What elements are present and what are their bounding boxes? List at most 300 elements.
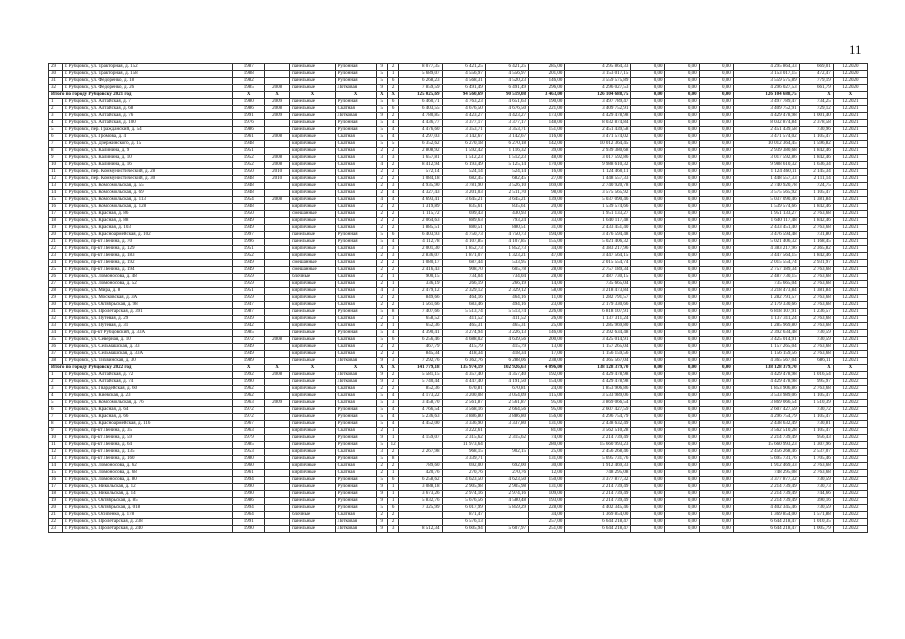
table-cell: кирпичные bbox=[290, 428, 336, 435]
table-cell: 3 869 066,54 bbox=[565, 400, 631, 407]
table-cell: 4 556,97 bbox=[485, 71, 528, 78]
table-cell: 3 bbox=[387, 246, 398, 253]
table-cell: 1 080,17 bbox=[399, 260, 442, 267]
table-cell: 2 763,68 bbox=[799, 386, 833, 393]
table-cell: 1 448 557,33 bbox=[733, 176, 799, 183]
table-cell: 0,00 bbox=[665, 316, 699, 323]
table-cell: 4 112,78 bbox=[399, 239, 442, 246]
table-cell: 2 479,12 bbox=[399, 288, 442, 295]
table-cell: панельные bbox=[290, 337, 336, 344]
table-cell: 12.2021 bbox=[833, 337, 867, 344]
table-cell: 1949 bbox=[233, 267, 265, 274]
table-cell: 1959 bbox=[233, 295, 265, 302]
table-cell: 4 365 567,04 bbox=[565, 358, 631, 365]
table-row bbox=[49, 246, 868, 253]
table-cell: 1972 bbox=[233, 337, 265, 344]
table-cell: Рулонная bbox=[335, 505, 376, 512]
table-cell bbox=[265, 141, 290, 148]
table-cell: 2 bbox=[387, 113, 398, 120]
table-cell: 0,00 bbox=[699, 260, 733, 267]
table-cell: X bbox=[833, 92, 867, 99]
table-cell: 3 218 473,84 bbox=[733, 288, 799, 295]
table-cell: 11 973,64 bbox=[442, 442, 485, 449]
table-cell: панельные bbox=[290, 113, 336, 120]
table-cell: 2009 bbox=[265, 99, 290, 106]
table-cell: 0,00 bbox=[631, 505, 665, 512]
table-cell: 2 763,68 bbox=[799, 344, 833, 351]
table-cell: 2008 bbox=[265, 85, 290, 92]
table-cell: 12.2021 bbox=[833, 267, 867, 274]
table-cell: 146,00 bbox=[528, 330, 564, 337]
table-cell: 34,00 bbox=[528, 512, 564, 519]
table-cell: 0,00 bbox=[699, 211, 733, 218]
table-body bbox=[49, 64, 868, 533]
table-cell: 4 bbox=[49, 120, 63, 127]
table-cell: 0,00 bbox=[665, 379, 699, 386]
table-cell: 139,00 bbox=[528, 197, 564, 204]
table-cell: 4 423,27 bbox=[485, 113, 528, 120]
table-cell: 0,00 bbox=[631, 519, 665, 526]
table-cell: г. Рубцовск, ул. Тракторная, д. 152 bbox=[62, 64, 233, 71]
table-cell: 1 bbox=[387, 491, 398, 498]
table-cell: 4 327,43 bbox=[399, 190, 442, 197]
table-cell: Рулонная bbox=[335, 407, 376, 414]
table-cell: 2 763,68 bbox=[799, 463, 833, 470]
table-cell bbox=[265, 239, 290, 246]
table-cell: 0,00 bbox=[631, 253, 665, 260]
table-cell: 12.2022 bbox=[833, 435, 867, 442]
table-cell: панельные bbox=[290, 106, 336, 113]
table-cell: 3 562 510,28 bbox=[565, 428, 631, 435]
table-cell: 4 bbox=[387, 239, 398, 246]
table-cell: г. Рубцовск, ул. Комсомольская, д. 128 bbox=[62, 204, 233, 211]
table-row bbox=[49, 323, 868, 330]
table-cell: 0,00 bbox=[631, 211, 665, 218]
table-cell: кирпичные bbox=[290, 351, 336, 358]
table-cell: 4 688,02 bbox=[442, 337, 485, 344]
table-cell: г. Рубцовск, ул. Киевская, д. 23 bbox=[62, 393, 233, 400]
table-cell bbox=[265, 323, 290, 330]
table-cell: 0,00 bbox=[631, 456, 665, 463]
table-cell: 0,00 bbox=[631, 330, 665, 337]
table-cell: 1 561,66 bbox=[399, 302, 442, 309]
table-cell: 1 592,42 bbox=[442, 148, 485, 155]
table-cell: 2 315,62 bbox=[442, 435, 485, 442]
table-cell: 2 bbox=[387, 162, 398, 169]
table-cell: 4 429 478,98 bbox=[733, 379, 799, 386]
table-cell: 1990 bbox=[233, 484, 265, 491]
table-cell: 0,00 bbox=[665, 134, 699, 141]
table-cell bbox=[399, 519, 442, 526]
table-cell: 4 390,41 bbox=[399, 330, 442, 337]
table-cell: X bbox=[233, 92, 265, 99]
table-cell: 109,00 bbox=[528, 491, 564, 498]
table-cell: 0,00 bbox=[699, 351, 733, 358]
table-cell: г. Рубцовск, пр-кт Ленина, д. 70 bbox=[62, 239, 233, 246]
table-cell: 2 939 380,68 bbox=[565, 148, 631, 155]
table-cell: 4 750,73 bbox=[442, 232, 485, 239]
table-cell: 0,00 bbox=[699, 267, 733, 274]
table-cell: 12.2022 bbox=[833, 400, 867, 407]
table-cell: 0,00 bbox=[699, 225, 733, 232]
table-cell: 22 bbox=[49, 246, 63, 253]
table-cell: 0,00 bbox=[665, 204, 699, 211]
table-cell: 336,19 bbox=[399, 281, 442, 288]
table-cell: 3 353,71 bbox=[485, 127, 528, 134]
table-cell: 12.2021 bbox=[833, 113, 867, 120]
table-cell: 4 191,50 bbox=[485, 379, 528, 386]
table-cell: 30,00 bbox=[528, 463, 564, 470]
table-cell: Скатная bbox=[335, 316, 376, 323]
table-cell: 0,00 bbox=[699, 99, 733, 106]
table-cell: 0,00 bbox=[665, 78, 699, 85]
table-cell: кирпичные bbox=[290, 386, 336, 393]
table-cell: 2 763,68 bbox=[799, 295, 833, 302]
table-cell: 2 bbox=[376, 295, 387, 302]
table-cell: 6 362,76 bbox=[442, 358, 485, 365]
table-cell: 4 580,48 bbox=[485, 498, 528, 505]
table-cell: 0,00 bbox=[699, 232, 733, 239]
table-cell: Скатная bbox=[335, 253, 376, 260]
table-cell: 12.2021 bbox=[833, 302, 867, 309]
table-cell: 0,00 bbox=[631, 449, 665, 456]
table-cell: 2 763,68 bbox=[799, 302, 833, 309]
table-cell: 1952 bbox=[233, 253, 265, 260]
table-cell: 0,00 bbox=[665, 428, 699, 435]
table-cell: 3 bbox=[387, 526, 398, 533]
table-cell: Скатная bbox=[335, 386, 376, 393]
table-cell: Скатная bbox=[335, 449, 376, 456]
table-cell: 270,76 bbox=[442, 470, 485, 477]
table-cell: 12.2021 bbox=[833, 176, 867, 183]
table-cell bbox=[265, 183, 290, 190]
table-cell: г. Рубцовск, пр-кт Ленина, д. 129 bbox=[62, 246, 233, 253]
table-cell: 0,00 bbox=[631, 351, 665, 358]
table-cell: 6 017,99 bbox=[442, 505, 485, 512]
table-cell: 3 339,71 bbox=[442, 456, 485, 463]
table-cell: 1961 bbox=[233, 134, 265, 141]
table-cell: Скатная bbox=[335, 267, 376, 274]
table-cell bbox=[399, 442, 442, 449]
table-cell: панельные bbox=[290, 407, 336, 414]
table-cell: 1 951 133,27 bbox=[565, 211, 631, 218]
table-cell: 670,81 bbox=[485, 386, 528, 393]
table-cell: 0,00 bbox=[631, 435, 665, 442]
table-cell: 2 763,68 bbox=[799, 225, 833, 232]
table-cell: 150,00 bbox=[528, 477, 564, 484]
table-cell: 81,00 bbox=[528, 428, 564, 435]
table-cell: 4 107,85 bbox=[442, 239, 485, 246]
table-cell: 0,00 bbox=[631, 386, 665, 393]
table-cell: 2 214 739,49 bbox=[733, 491, 799, 498]
table-cell bbox=[485, 456, 528, 463]
table-cell: 687,44 bbox=[442, 260, 485, 267]
table-cell: 2 bbox=[376, 267, 387, 274]
table-cell: 4 568,31 bbox=[442, 78, 485, 85]
table-cell: 2 bbox=[376, 253, 387, 260]
table-cell: Рулонная bbox=[335, 127, 376, 134]
table-cell: г. Рубцовск, ул. Тихвинская, д. 30 bbox=[62, 358, 233, 365]
table-cell: 0,00 bbox=[665, 120, 699, 127]
table-row bbox=[49, 302, 868, 309]
table-cell: 2 bbox=[387, 379, 398, 386]
table-cell: 2008 bbox=[265, 372, 290, 379]
table-row bbox=[49, 316, 868, 323]
table-cell: 849,66 bbox=[399, 295, 442, 302]
table-cell: 2 329,12 bbox=[485, 288, 528, 295]
table-cell: 0,00 bbox=[665, 99, 699, 106]
table-cell: 0,00 bbox=[699, 407, 733, 414]
table-cell: 3 645,21 bbox=[442, 197, 485, 204]
table-row bbox=[49, 71, 868, 78]
table-cell: 2 bbox=[376, 148, 387, 155]
table-cell: 2 bbox=[387, 225, 398, 232]
table-cell: 880,51 bbox=[485, 225, 528, 232]
table-cell: 0,00 bbox=[665, 456, 699, 463]
table-cell: 94 560,69 bbox=[442, 92, 485, 99]
table-cell: 4 750,73 bbox=[485, 232, 528, 239]
table-cell: г. Рубцовск, пр-кт Ленина, д. 35 bbox=[62, 428, 233, 435]
table-cell: 1 636,34 bbox=[799, 162, 833, 169]
table-cell: 12.2021 bbox=[833, 106, 867, 113]
table-cell: 12.2022 bbox=[833, 526, 867, 533]
table-cell: г. Рубцовск, пер. Гражданский, д. 54 bbox=[62, 127, 233, 134]
table-cell: 4 436,77 bbox=[399, 120, 442, 127]
table-cell bbox=[265, 246, 290, 253]
table-cell: 1 842,46 bbox=[799, 253, 833, 260]
table-cell: 3 645,21 bbox=[485, 197, 528, 204]
table-cell: 2 905,98 bbox=[485, 484, 528, 491]
table-cell: 296,00 bbox=[528, 85, 564, 92]
table-cell: 0,00 bbox=[699, 421, 733, 428]
table-cell: 420,76 bbox=[399, 470, 442, 477]
table-row bbox=[49, 253, 868, 260]
table-cell: 0,00 bbox=[631, 71, 665, 78]
table-cell: 1967 bbox=[233, 421, 265, 428]
table-cell: 0,00 bbox=[699, 85, 733, 92]
table-cell: 5 bbox=[376, 337, 387, 344]
table-cell: 730,96 bbox=[799, 127, 833, 134]
table-cell: 12.2021 bbox=[833, 197, 867, 204]
table-cell: 0,00 bbox=[665, 365, 699, 372]
table-cell: 682,45 bbox=[442, 176, 485, 183]
table-cell bbox=[265, 407, 290, 414]
table-cell: 0,00 bbox=[665, 106, 699, 113]
table-cell: 12.2021 bbox=[833, 281, 867, 288]
table-cell: 6 258,62 bbox=[399, 477, 442, 484]
table-cell: 3 377,17 bbox=[442, 120, 485, 127]
table-cell: 2 bbox=[49, 379, 63, 386]
table-cell: 16,00 bbox=[528, 169, 564, 176]
table-cell: кирпичные bbox=[290, 470, 336, 477]
table-cell: 0,00 bbox=[699, 330, 733, 337]
table-cell: 3 409 752,91 bbox=[565, 106, 631, 113]
table-cell: 0,00 bbox=[631, 99, 665, 106]
table-cell: 194,00 bbox=[528, 232, 564, 239]
table-cell: 1 236,57 bbox=[799, 309, 833, 316]
table-cell: 1 885,51 bbox=[399, 225, 442, 232]
table-row bbox=[49, 449, 868, 456]
table-cell bbox=[265, 260, 290, 267]
table-cell: 3 409 752,91 bbox=[733, 106, 799, 113]
table-cell: г. Рубцовск, ул. Путевая, д. 29 bbox=[62, 316, 233, 323]
table-row bbox=[49, 204, 868, 211]
table-cell: 1 381,84 bbox=[799, 197, 833, 204]
table-cell: 12.2021 bbox=[833, 274, 867, 281]
table-cell: 8 bbox=[387, 309, 398, 316]
table-cell: Скатная bbox=[335, 211, 376, 218]
table-cell: панельные bbox=[290, 330, 336, 337]
table-cell: 0,00 bbox=[665, 176, 699, 183]
table-cell: X bbox=[335, 92, 376, 99]
table-cell: 669,01 bbox=[799, 64, 833, 71]
table-cell bbox=[485, 512, 528, 519]
table-cell: 17,00 bbox=[528, 351, 564, 358]
table-cell: 2 537,07 bbox=[799, 449, 833, 456]
table-cell: 731,80 bbox=[799, 232, 833, 239]
table-cell: 0,00 bbox=[699, 358, 733, 365]
table-cell: г. Рубцовск, ул. Никольская, д. 12 bbox=[62, 484, 233, 491]
table-cell: 116,00 bbox=[528, 134, 564, 141]
table-cell: 0,00 bbox=[631, 106, 665, 113]
table-cell: 74,00 bbox=[528, 435, 564, 442]
table-cell: 2 bbox=[376, 190, 387, 197]
table-cell: 4 383 217,96 bbox=[733, 246, 799, 253]
table-cell: 4 173,22 bbox=[399, 393, 442, 400]
table-cell: 1 571,88 bbox=[799, 512, 833, 519]
table-cell: 16 bbox=[49, 477, 63, 484]
table-cell: 6 bbox=[387, 477, 398, 484]
table-cell: 5 bbox=[387, 141, 398, 148]
table-cell: 193,00 bbox=[528, 498, 564, 505]
table-cell: 0,00 bbox=[699, 470, 733, 477]
table-cell: 6 bbox=[387, 78, 398, 85]
table-cell: 6 268,23 bbox=[399, 78, 442, 85]
table-cell: 1950 bbox=[233, 211, 265, 218]
table-cell: кирпичные bbox=[290, 281, 336, 288]
table-cell: панельные bbox=[290, 491, 336, 498]
table-cell: 3 673,26 bbox=[399, 491, 442, 498]
table-cell: Скатная bbox=[335, 463, 376, 470]
table-row bbox=[49, 288, 868, 295]
table-cell: 4 bbox=[387, 407, 398, 414]
table-cell: 3 869 066,54 bbox=[733, 400, 799, 407]
table-cell: 1 bbox=[387, 274, 398, 281]
table-cell: 151,00 bbox=[528, 127, 564, 134]
table-row bbox=[49, 358, 868, 365]
table-cell: 28,00 bbox=[528, 267, 564, 274]
table-cell: 0,00 bbox=[631, 484, 665, 491]
table-cell: 0,00 bbox=[631, 512, 665, 519]
table-cell: 4 bbox=[376, 162, 387, 169]
table-cell: 4 623,50 bbox=[485, 477, 528, 484]
table-cell: 15 660 993,23 bbox=[733, 442, 799, 449]
table-cell: 0,00 bbox=[699, 463, 733, 470]
table-row bbox=[49, 379, 868, 386]
table-row bbox=[49, 351, 868, 358]
table-row bbox=[49, 344, 868, 351]
table-cell: 5 607,97 bbox=[485, 526, 528, 533]
table-cell: 19 bbox=[49, 225, 63, 232]
table-cell: 4 676,50 bbox=[442, 106, 485, 113]
table-cell: панельные bbox=[290, 456, 336, 463]
table-cell: 8 512,34 bbox=[399, 526, 442, 533]
table-cell: кирпичные bbox=[290, 204, 336, 211]
table-cell: 30 bbox=[49, 302, 63, 309]
table-cell: 30 bbox=[49, 71, 63, 78]
table-cell: 3 781,90 bbox=[442, 183, 485, 190]
table-cell: 4 402 345,46 bbox=[565, 505, 631, 512]
table-cell: 2010 bbox=[265, 169, 290, 176]
table-cell: 2 bbox=[376, 211, 387, 218]
table-cell: Скатная bbox=[335, 295, 376, 302]
table-cell: 8 bbox=[387, 456, 398, 463]
table-cell: 3 497 789,47 bbox=[565, 99, 631, 106]
table-cell: 1 137 311,24 bbox=[565, 316, 631, 323]
table-cell: 2010 bbox=[265, 176, 290, 183]
table-cell: 3 425 014,91 bbox=[733, 337, 799, 344]
table-cell: кирпичные bbox=[290, 162, 336, 169]
table-cell: 724,75 bbox=[799, 183, 833, 190]
table-cell: панельные bbox=[290, 498, 336, 505]
table-cell: 0,00 bbox=[699, 155, 733, 162]
table-cell: 12.2021 bbox=[833, 141, 867, 148]
table-cell: 0,00 bbox=[631, 260, 665, 267]
table-cell: 10 012 364,45 bbox=[565, 141, 631, 148]
table-cell: 1 369 854,00 bbox=[565, 512, 631, 519]
table-cell: 5 bbox=[376, 106, 387, 113]
table-cell: 2 214 739,49 bbox=[565, 491, 631, 498]
table-cell: 845,34 bbox=[399, 351, 442, 358]
table-cell: 1 157 265,04 bbox=[565, 344, 631, 351]
table-cell: 251,00 bbox=[528, 526, 564, 533]
table-cell: 0,00 bbox=[631, 218, 665, 225]
table-cell: 221,00 bbox=[528, 106, 564, 113]
table-cell bbox=[265, 71, 290, 78]
table-cell: 5 bbox=[376, 414, 387, 421]
table-cell: 12.2022 bbox=[833, 393, 867, 400]
table-cell: 2 bbox=[387, 176, 398, 183]
table-cell: Скатная bbox=[335, 183, 376, 190]
table-cell: 0,00 bbox=[699, 484, 733, 491]
table-cell: 0,00 bbox=[699, 400, 733, 407]
table-cell: 2 763,68 bbox=[799, 323, 833, 330]
table-cell: 3 377,17 bbox=[485, 120, 528, 127]
table-cell: 12.2022 bbox=[833, 428, 867, 435]
table-cell: X bbox=[376, 92, 387, 99]
table-cell: X bbox=[799, 92, 833, 99]
table-cell: 464,16 bbox=[485, 295, 528, 302]
table-cell: 2 bbox=[376, 463, 387, 470]
table-cell: г. Рубцовск, ул. Алтайская, д. 7 bbox=[62, 99, 233, 106]
table-cell: 141 779,18 bbox=[399, 365, 442, 372]
table-cell: Лотковая bbox=[335, 372, 376, 379]
table-cell: 2 bbox=[376, 260, 387, 267]
table-cell: г. Рубцовск, ул. Ломоносова, д. 48 bbox=[62, 274, 233, 281]
table-cell: 228,00 bbox=[528, 505, 564, 512]
table-cell: 1 105,47 bbox=[799, 428, 833, 435]
table-cell: Рулонная bbox=[335, 442, 376, 449]
table-cell: 2 763,68 bbox=[799, 274, 833, 281]
table-cell: 2 bbox=[49, 106, 63, 113]
table-cell: 9 bbox=[376, 113, 387, 120]
table-cell: 280,00 bbox=[528, 442, 564, 449]
table-cell: 1 bbox=[387, 281, 398, 288]
table-cell: 1 596,82 bbox=[799, 141, 833, 148]
table-cell: 908,70 bbox=[442, 267, 485, 274]
table-cell: 0,00 bbox=[699, 127, 733, 134]
table-cell: 26,00 bbox=[528, 316, 564, 323]
